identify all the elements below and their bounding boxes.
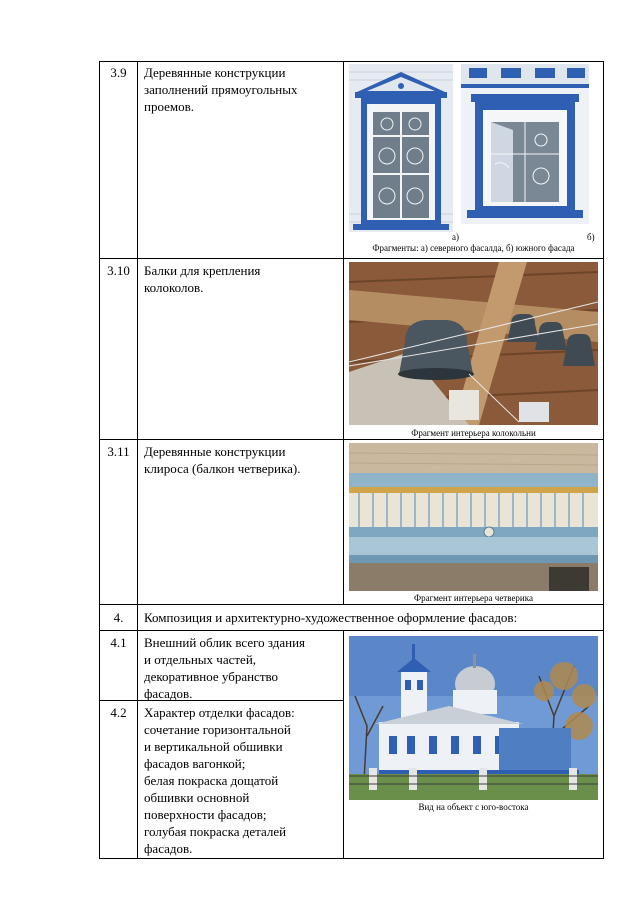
row-description: Деревянные конструкции заполнений прямоугольных проемов. xyxy=(144,65,298,114)
row-description: Внешний облик всего здания и отдельных частей, декоративное убранство фасадов. xyxy=(144,635,306,701)
row-divider xyxy=(99,258,604,259)
row-divider xyxy=(99,604,604,605)
photo-belfry-interior xyxy=(349,262,598,425)
row-description: Деревянные конструкции клироса (балкон четверика). xyxy=(144,444,301,476)
row-description: Характер отделки фасадов: сочетание горизонтальной и вертикальной обшивки фасадов вагонкой; белая покраска дощатой обшивки основной поверхности фасадов; голубая покраска деталей фасадов. xyxy=(144,705,295,856)
photo-caption: Фрагмент интерьера четверика xyxy=(414,593,533,603)
column-divider xyxy=(343,630,344,859)
row-description: Балки для крепления колоколов. xyxy=(144,263,261,295)
row-number: 4.2 xyxy=(110,705,127,720)
row-number: 3.9 xyxy=(110,65,127,80)
photo-caption: Фрагменты: а) северного фасалда, б) южного фасада xyxy=(372,243,575,253)
section-heading: Композиция и архитектурно-художественное оформление фасадов: xyxy=(144,610,518,625)
photo-south-window xyxy=(461,64,589,224)
row-divider xyxy=(99,439,604,440)
table-border-right xyxy=(603,61,604,859)
row-number: 3.10 xyxy=(107,263,130,278)
section-number: 4. xyxy=(113,610,124,625)
table-border-left xyxy=(99,61,100,859)
photo-label-a: а) xyxy=(452,232,459,242)
row-number: 3.11 xyxy=(107,444,130,459)
table-border-bottom xyxy=(99,858,604,859)
column-divider xyxy=(137,61,138,859)
column-divider xyxy=(343,61,344,605)
photo-north-window xyxy=(349,64,453,232)
row-number: 4.1 xyxy=(110,635,127,650)
row-divider xyxy=(99,630,604,631)
photo-caption: Вид на объект с юго-востока xyxy=(418,802,529,812)
photo-caption: Фрагмент интерьера колокольни xyxy=(411,428,536,438)
photo-balcony-interior xyxy=(349,443,598,591)
photo-label-b: б) xyxy=(587,232,595,242)
table-border-top xyxy=(99,61,604,62)
photo-church-southeast xyxy=(349,636,598,800)
